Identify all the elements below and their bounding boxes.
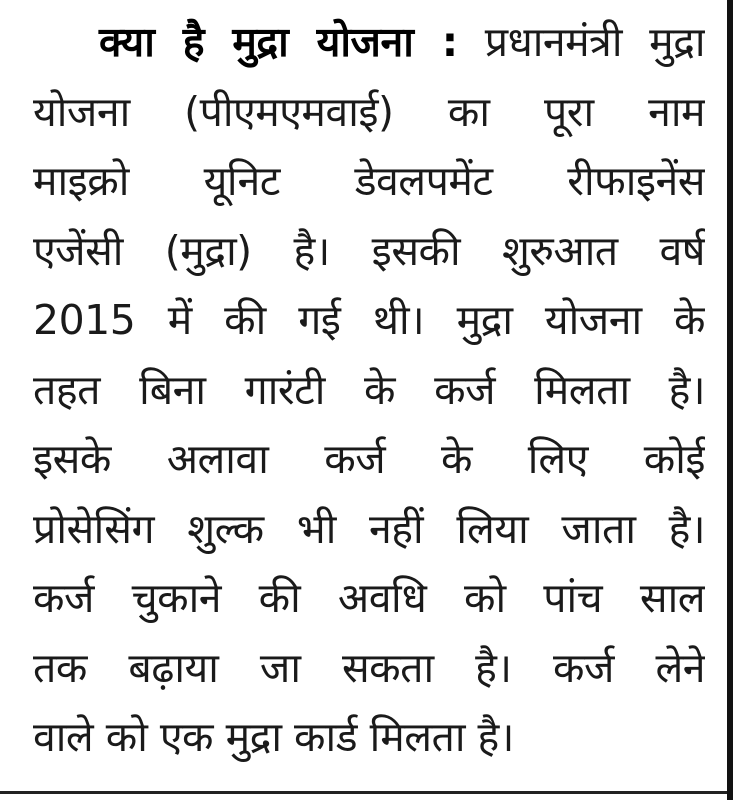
bottom-border [0,791,727,794]
article-line-10: तक बढ़ाया जा सकता है। कर्ज लेने [33,643,705,692]
article-line-3: माइक्रो यूनिट डेवलपमेंट रीफाइनेंस [33,157,705,205]
article-line-7: इसके अलावा कर्ज के लिए कोई [33,435,705,483]
article-line-1-text: प्रधानमंत्री मुद्रा [484,18,705,66]
article-line-8: प्रोसेसिंग शुल्क भी नहीं लिया जाता है। [33,504,705,553]
article-line-4: एजेंसी (मुद्रा) है। इसकी शुरुआत वर्ष [33,226,705,275]
article-line-2: योजना (पीएमएमवाई) का पूरा नाम [33,87,705,136]
article-body [33,8,705,773]
article-line-5: 2015 में की गई थी। मुद्रा योजना के [33,296,705,344]
article-line-6: तहत बिना गारंटी के कर्ज मिलता है। [33,365,705,414]
article-headline: क्या है मुद्रा योजना : [99,18,458,66]
article-line-11: वाले को एक मुद्रा कार्ड मिलता है। [33,713,514,761]
article-line-1 [33,8,705,78]
top-edge [0,0,727,4]
article-line-9: कर्ज चुकाने की अवधि को पांच साल [33,574,705,622]
